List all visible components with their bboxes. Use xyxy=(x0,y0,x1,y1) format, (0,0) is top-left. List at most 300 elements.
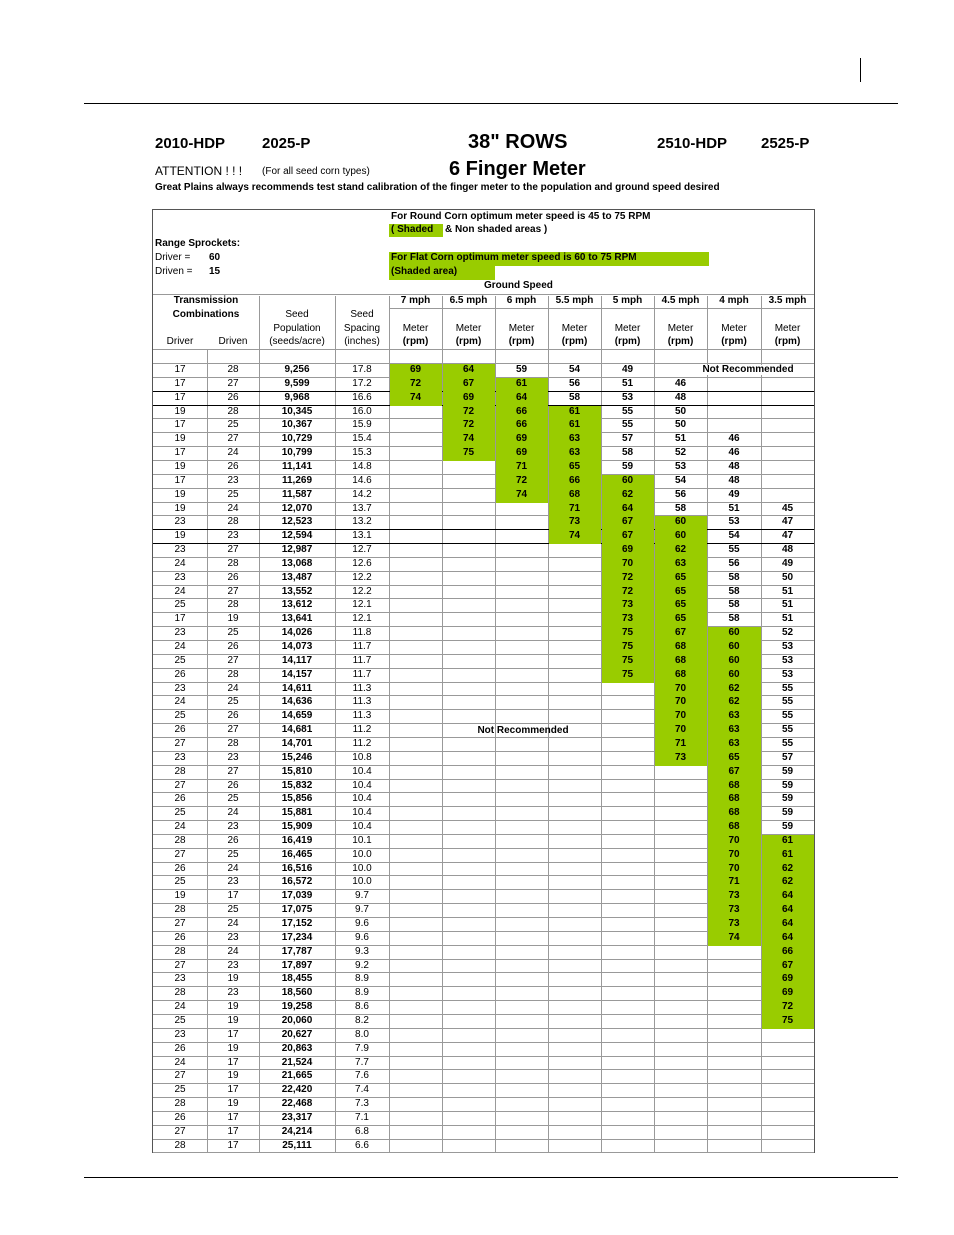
seed-pop-header-3: (seeds/acre) xyxy=(269,336,325,347)
rpm-cell: 74 xyxy=(462,433,475,444)
driven-cell: 26 xyxy=(227,572,239,583)
population-cell: 11,269 xyxy=(281,475,313,486)
driver-cell: 24 xyxy=(174,696,186,707)
driver-cell: 17 xyxy=(174,419,186,430)
population-cell: 14,073 xyxy=(281,641,313,652)
rpm-cell: 73 xyxy=(728,918,740,929)
row-divider xyxy=(153,349,814,350)
driven-cell: 27 xyxy=(227,433,239,444)
population-cell: 13,487 xyxy=(281,572,313,583)
population-cell: 14,611 xyxy=(281,683,313,694)
rpm-cell: 48 xyxy=(728,475,740,486)
rpm-cell: 73 xyxy=(728,904,740,915)
spacing-cell: 12.7 xyxy=(352,544,372,555)
rpm-cell: 63 xyxy=(728,738,740,749)
rpm-cell: 70 xyxy=(728,863,740,874)
spacing-cell: 14.2 xyxy=(352,489,372,500)
rpm-cell: 50 xyxy=(781,572,794,583)
rpm-cell: 59 xyxy=(781,807,794,818)
attention: ATTENTION ! ! ! xyxy=(155,164,243,178)
rpm-cell: 61 xyxy=(568,406,581,417)
rpm-cell: 75 xyxy=(462,447,475,458)
population-cell: 17,787 xyxy=(281,946,313,957)
spacing-cell: 11.8 xyxy=(352,627,372,638)
driven-cell: 23 xyxy=(227,960,239,971)
spacing-cell: 11.7 xyxy=(352,669,372,680)
driver-cell: 26 xyxy=(174,932,186,943)
population-cell: 22,468 xyxy=(281,1098,313,1109)
rpm-cell: 61 xyxy=(781,835,794,846)
spacing-cell: 8.9 xyxy=(355,973,369,984)
rpm-cell: 68 xyxy=(728,780,740,791)
rpm-cell: 71 xyxy=(515,461,528,472)
model-right-2: 2525-P xyxy=(761,135,810,152)
rpm-cell: 65 xyxy=(674,613,687,624)
spacing-cell: 10.4 xyxy=(352,793,372,804)
row-divider xyxy=(153,474,814,475)
population-cell: 15,881 xyxy=(281,807,313,818)
spacing-cell: 6.6 xyxy=(355,1140,369,1151)
population-cell: 10,729 xyxy=(281,433,313,444)
driven-cell: 19 xyxy=(227,613,239,624)
rpm-cell: 62 xyxy=(728,683,740,694)
driven-cell: 26 xyxy=(227,780,239,791)
not-recommended-middle: Not Recommended xyxy=(477,725,569,736)
population-cell: 13,068 xyxy=(281,558,313,569)
rpm-cell: 60 xyxy=(674,516,687,527)
rpm-cell: 72 xyxy=(781,1001,794,1012)
spacing-cell: 9.7 xyxy=(355,890,369,901)
rpm-cell: 72 xyxy=(462,406,475,417)
driven-cell: 25 xyxy=(227,489,239,500)
driven-cell: 25 xyxy=(227,793,239,804)
rpm-cell: 55 xyxy=(621,419,634,430)
rpm-cell: 57 xyxy=(781,752,794,763)
driver-cell: 25 xyxy=(174,1015,186,1026)
meter-header: Meter xyxy=(402,323,429,334)
spacing-cell: 16.0 xyxy=(352,406,372,417)
driver-cell: 19 xyxy=(174,890,186,901)
rpm-cell: 53 xyxy=(781,655,794,666)
population-cell: 15,246 xyxy=(281,752,313,763)
rpm-cell: 59 xyxy=(781,766,794,777)
driver-cell: 25 xyxy=(174,599,186,610)
spacing-cell: 7.3 xyxy=(355,1098,369,1109)
rpm-cell: 62 xyxy=(781,863,794,874)
population-cell: 14,157 xyxy=(281,669,313,680)
speed-header: 5 mph xyxy=(612,295,643,306)
population-cell: 20,863 xyxy=(281,1043,313,1054)
population-cell: 16,516 xyxy=(281,863,313,874)
rpm-cell: 66 xyxy=(568,475,581,486)
driven-cell: 24 xyxy=(227,863,239,874)
driven-cell: 23 xyxy=(227,475,239,486)
spacing-cell: 9.7 xyxy=(355,904,369,915)
meter-header: Meter xyxy=(508,323,535,334)
spacing-cell: 12.2 xyxy=(352,572,372,583)
driver-cell: 27 xyxy=(174,960,186,971)
not-recommended-top: Not Recommended xyxy=(683,365,813,375)
spacing-cell: 9.6 xyxy=(355,918,369,929)
driven-cell: 17 xyxy=(227,1057,239,1068)
driver-cell: 24 xyxy=(174,641,186,652)
driver-cell: 28 xyxy=(174,1098,186,1109)
meter-header: Meter xyxy=(561,323,588,334)
rpm-cell: 64 xyxy=(515,392,528,403)
population-cell: 25,111 xyxy=(282,1140,312,1151)
spacing-cell: 10.4 xyxy=(352,780,372,791)
population-cell: 17,897 xyxy=(281,960,313,971)
row-divider xyxy=(153,1139,814,1140)
speed-header: 7 mph xyxy=(400,295,431,306)
driven-cell: 19 xyxy=(227,1070,239,1081)
driver-cell: 27 xyxy=(174,849,186,860)
population-cell: 16,419 xyxy=(281,835,313,846)
rpm-cell: 54 xyxy=(728,530,740,541)
rpm-cell: 63 xyxy=(728,724,740,735)
population-cell: 17,075 xyxy=(281,904,313,915)
speed-header: 4 mph xyxy=(719,295,749,306)
rpm-cell: 73 xyxy=(568,516,581,527)
population-cell: 10,345 xyxy=(281,406,313,417)
rpm-cell: 58 xyxy=(728,586,740,597)
rpm-cell: 61 xyxy=(515,378,528,389)
rpm-cell: 53 xyxy=(781,641,794,652)
driven-cell: 27 xyxy=(227,766,239,777)
population-cell: 12,987 xyxy=(281,544,313,555)
spacing-cell: 14.8 xyxy=(352,461,372,472)
seed-pop-header-2: Population xyxy=(273,323,321,334)
driver-cell: 28 xyxy=(174,1140,186,1151)
population-cell: 13,641 xyxy=(281,613,313,624)
rpm-cell: 59 xyxy=(781,780,794,791)
rpm-cell: 49 xyxy=(621,364,634,375)
model-left-1: 2010-HDP xyxy=(155,135,226,152)
rpm-cell: 69 xyxy=(515,433,528,444)
rpm-cell: 58 xyxy=(728,572,740,583)
driver-cell: 26 xyxy=(174,724,186,735)
driven-cell: 26 xyxy=(227,710,239,721)
driven-cell: 23 xyxy=(227,752,239,763)
rpm-cell: 69 xyxy=(515,447,528,458)
rpm-cell: 72 xyxy=(462,419,475,430)
population-cell: 11,587 xyxy=(281,489,313,500)
rpm-cell: 63 xyxy=(728,710,740,721)
spacing-cell: 11.3 xyxy=(352,683,372,694)
column-divider xyxy=(389,296,390,1152)
row-divider xyxy=(153,1125,814,1126)
driven-cell: 24 xyxy=(227,918,239,929)
round-shaded-label: ( Shaded xyxy=(389,224,443,237)
population-cell: 22,420 xyxy=(281,1084,313,1095)
spacing-cell: 11.2 xyxy=(352,738,372,749)
driver-cell: 24 xyxy=(174,1057,186,1068)
page-title: 38" ROWS xyxy=(468,131,568,153)
driven-cell: 27 xyxy=(227,655,239,666)
spacing-cell: 12.2 xyxy=(352,586,372,597)
driver-cell: 25 xyxy=(174,807,186,818)
rpm-cell: 62 xyxy=(621,489,634,500)
flat-shaded-label: (Shaded area) xyxy=(389,266,495,280)
rpm-cell: 50 xyxy=(674,406,687,417)
driver-cell: 28 xyxy=(174,904,186,915)
driven-cell: 19 xyxy=(227,1015,239,1026)
spacing-cell: 7.1 xyxy=(355,1112,369,1123)
population-cell: 21,524 xyxy=(281,1057,313,1068)
driver-cell: 26 xyxy=(174,863,186,874)
rpm-cell: 58 xyxy=(728,599,740,610)
rpm-cell: 58 xyxy=(568,392,581,403)
driver-cell: 26 xyxy=(174,1043,186,1054)
driver-cell: 17 xyxy=(174,364,186,375)
ground-speed-label: Ground Speed xyxy=(484,280,553,291)
driver-cell: 27 xyxy=(174,918,186,929)
spacing-cell: 13.7 xyxy=(352,503,372,514)
transmission-header-2: Combinations xyxy=(172,309,240,320)
driver-cell: 25 xyxy=(174,710,186,721)
range-sprockets: Range Sprockets: xyxy=(155,238,241,249)
driver-cell: 19 xyxy=(174,489,186,500)
driver-cell: 25 xyxy=(174,1084,186,1095)
rpm-cell: 68 xyxy=(728,793,740,804)
rpm-cell: 47 xyxy=(781,516,794,527)
driven-cell: 28 xyxy=(227,406,239,417)
row-divider xyxy=(153,571,814,572)
rpm-cell: 56 xyxy=(568,378,581,389)
driver-cell: 25 xyxy=(174,655,186,666)
population-cell: 24,214 xyxy=(281,1126,313,1137)
population-cell: 15,810 xyxy=(281,766,313,777)
spacing-cell: 11.7 xyxy=(352,655,372,666)
driven-cell: 25 xyxy=(227,419,239,430)
driver-cell: 23 xyxy=(174,752,186,763)
rpm-cell: 65 xyxy=(568,461,581,472)
driven-cell: 17 xyxy=(227,1084,239,1095)
driven-cell: 26 xyxy=(227,835,239,846)
spacing-cell: 7.7 xyxy=(355,1057,369,1068)
driven-cell: 26 xyxy=(227,461,239,472)
rpm-cell: 59 xyxy=(621,461,634,472)
row-divider xyxy=(153,959,814,960)
driver-value: 60 xyxy=(209,252,221,263)
model-left-2: 2025-P xyxy=(262,135,311,152)
rpm-cell: 75 xyxy=(621,655,634,666)
rpm-cell: 72 xyxy=(515,475,528,486)
rpm-cell: 67 xyxy=(728,766,740,777)
rpm-cell: 71 xyxy=(728,876,740,887)
rpm-cell: 74 xyxy=(515,489,528,500)
driver-cell: 19 xyxy=(174,503,186,514)
driven-cell: 28 xyxy=(227,738,239,749)
bottom-rule xyxy=(84,1177,898,1178)
rpm-cell: 72 xyxy=(621,586,634,597)
driver-cell: 23 xyxy=(174,544,186,555)
rpm-cell: 70 xyxy=(674,683,687,694)
population-cell: 17,039 xyxy=(281,890,313,901)
rpm-cell: 71 xyxy=(568,503,581,514)
rpm-cell: 73 xyxy=(621,599,634,610)
driven-cell: 25 xyxy=(227,904,239,915)
row-divider xyxy=(153,1111,814,1112)
rpm-cell: 73 xyxy=(621,613,634,624)
driven-value: 15 xyxy=(209,266,221,277)
driver-cell: 27 xyxy=(174,738,186,749)
spacing-cell: 10.0 xyxy=(352,849,372,860)
spacing-cell: 10.4 xyxy=(352,821,372,832)
row-divider xyxy=(153,598,814,599)
rpm-cell: 48 xyxy=(781,544,794,555)
rpm-cell: 69 xyxy=(409,364,422,375)
rpm-cell: 75 xyxy=(621,641,634,652)
driven-cell: 28 xyxy=(227,558,239,569)
rpm-cell: 66 xyxy=(515,419,528,430)
rpm-cell: 51 xyxy=(674,433,687,444)
row-divider xyxy=(153,972,814,973)
seed-spacing-header-1: Seed xyxy=(350,309,374,320)
spacing-cell: 7.4 xyxy=(355,1084,369,1095)
population-cell: 13,552 xyxy=(281,586,313,597)
meter-unit-header: (rpm) xyxy=(402,336,429,347)
population-cell: 18,560 xyxy=(281,987,313,998)
rpm-cell: 63 xyxy=(568,433,581,444)
spacing-cell: 8.9 xyxy=(355,987,369,998)
rpm-cell: 65 xyxy=(674,599,687,610)
meter-unit-header: (rpm) xyxy=(614,336,641,347)
rpm-cell: 62 xyxy=(781,876,794,887)
rpm-cell: 75 xyxy=(621,669,634,680)
spacing-cell: 9.6 xyxy=(355,932,369,943)
population-cell: 9,599 xyxy=(284,378,310,389)
rpm-cell: 55 xyxy=(781,724,794,735)
speed-header: 6 mph xyxy=(506,295,537,306)
rpm-cell: 67 xyxy=(462,378,475,389)
population-cell: 10,799 xyxy=(281,447,313,458)
row-divider xyxy=(153,1014,814,1015)
driver-cell: 19 xyxy=(174,406,186,417)
rpm-cell: 45 xyxy=(781,503,794,514)
spacing-cell: 11.3 xyxy=(352,696,372,707)
meter-header: Meter xyxy=(455,323,482,334)
rpm-cell: 64 xyxy=(781,890,794,901)
rpm-cell: 61 xyxy=(781,849,794,860)
rpm-cell: 65 xyxy=(728,752,740,763)
spacing-cell: 9.3 xyxy=(355,946,369,957)
row-divider xyxy=(153,515,814,516)
meter-unit-header: (rpm) xyxy=(561,336,588,347)
spacing-cell: 15.4 xyxy=(352,433,372,444)
rpm-cell: 59 xyxy=(515,364,528,375)
spacing-cell: 12.1 xyxy=(352,613,372,624)
driven-cell: 28 xyxy=(227,669,239,680)
row-divider xyxy=(153,585,814,586)
spacing-cell: 16.6 xyxy=(352,392,372,403)
meter-header: Meter xyxy=(614,323,641,334)
population-cell: 10,367 xyxy=(281,419,313,430)
driver-cell: 28 xyxy=(174,946,186,957)
rpm-cell: 58 xyxy=(728,613,740,624)
rpm-cell: 68 xyxy=(674,641,687,652)
rpm-cell: 51 xyxy=(728,503,740,514)
rpm-cell: 56 xyxy=(674,489,687,500)
spacing-cell: 15.3 xyxy=(352,447,372,458)
driven-cell: 28 xyxy=(227,599,239,610)
round-corn-note: For Round Corn optimum meter speed is 45 to 75 RPM xyxy=(391,211,651,222)
population-cell: 15,856 xyxy=(281,793,313,804)
driven-cell: 27 xyxy=(227,586,239,597)
population-cell: 14,659 xyxy=(281,710,313,721)
rpm-cell: 64 xyxy=(781,904,794,915)
rpm-cell: 53 xyxy=(621,392,634,403)
rpm-cell: 55 xyxy=(781,710,794,721)
driver-cell: 24 xyxy=(174,821,186,832)
rpm-cell: 47 xyxy=(781,530,794,541)
driver-cell: 26 xyxy=(174,1112,186,1123)
attention-note: (For all seed corn types) xyxy=(262,166,370,177)
spacing-cell: 14.6 xyxy=(352,475,372,486)
driven-cell: 19 xyxy=(227,1001,239,1012)
spacing-cell: 8.2 xyxy=(355,1015,369,1026)
seed-spacing-header-3: (inches) xyxy=(344,336,380,347)
rpm-cell: 46 xyxy=(674,378,687,389)
rpm-cell: 72 xyxy=(621,572,634,583)
rpm-cell: 51 xyxy=(781,586,794,597)
driver-cell: 23 xyxy=(174,973,186,984)
driven-cell: 24 xyxy=(227,946,239,957)
population-cell: 16,465 xyxy=(281,849,313,860)
population-cell: 15,909 xyxy=(281,821,313,832)
rpm-cell: 68 xyxy=(674,655,687,666)
population-cell: 20,627 xyxy=(281,1029,313,1040)
flat-corn-note: For Flat Corn optimum meter speed is 60 to 75 RPM xyxy=(389,252,709,266)
driver-cell: 28 xyxy=(174,766,186,777)
spacing-cell: 11.2 xyxy=(352,724,372,735)
seed-spacing-header-2: Spacing xyxy=(343,323,381,334)
row-divider xyxy=(153,502,814,503)
rpm-cell: 63 xyxy=(674,558,687,569)
driven-cell: 23 xyxy=(227,821,239,832)
spacing-cell: 12.1 xyxy=(352,599,372,610)
driven-cell: 19 xyxy=(227,973,239,984)
rpm-cell: 48 xyxy=(728,461,740,472)
driven-cell: 23 xyxy=(227,876,239,887)
rpm-cell: 56 xyxy=(728,558,740,569)
rpm-cell: 68 xyxy=(674,669,687,680)
spacing-cell: 10.4 xyxy=(352,807,372,818)
driver-cell: 27 xyxy=(174,1126,186,1137)
row-divider xyxy=(153,1028,814,1029)
rpm-cell: 60 xyxy=(728,669,740,680)
rpm-cell: 69 xyxy=(781,973,794,984)
driven-cell: 23 xyxy=(227,987,239,998)
meter-header: Meter xyxy=(721,323,747,334)
population-cell: 20,060 xyxy=(281,1015,313,1026)
rpm-cell: 64 xyxy=(462,364,475,375)
population-cell: 17,234 xyxy=(281,932,313,943)
meter-unit-header: (rpm) xyxy=(721,336,747,347)
driver-cell: 24 xyxy=(174,1001,186,1012)
rpm-cell: 54 xyxy=(674,475,687,486)
rpm-cell: 68 xyxy=(728,807,740,818)
rpm-cell: 46 xyxy=(728,447,740,458)
rpm-cell: 64 xyxy=(781,918,794,929)
rpm-cell: 55 xyxy=(781,683,794,694)
driver-cell: 28 xyxy=(174,835,186,846)
driven-cell: 25 xyxy=(227,627,239,638)
rpm-cell: 60 xyxy=(674,530,687,541)
driver-cell: 26 xyxy=(174,669,186,680)
rpm-cell: 64 xyxy=(621,503,634,514)
population-cell: 11,141 xyxy=(281,461,313,472)
